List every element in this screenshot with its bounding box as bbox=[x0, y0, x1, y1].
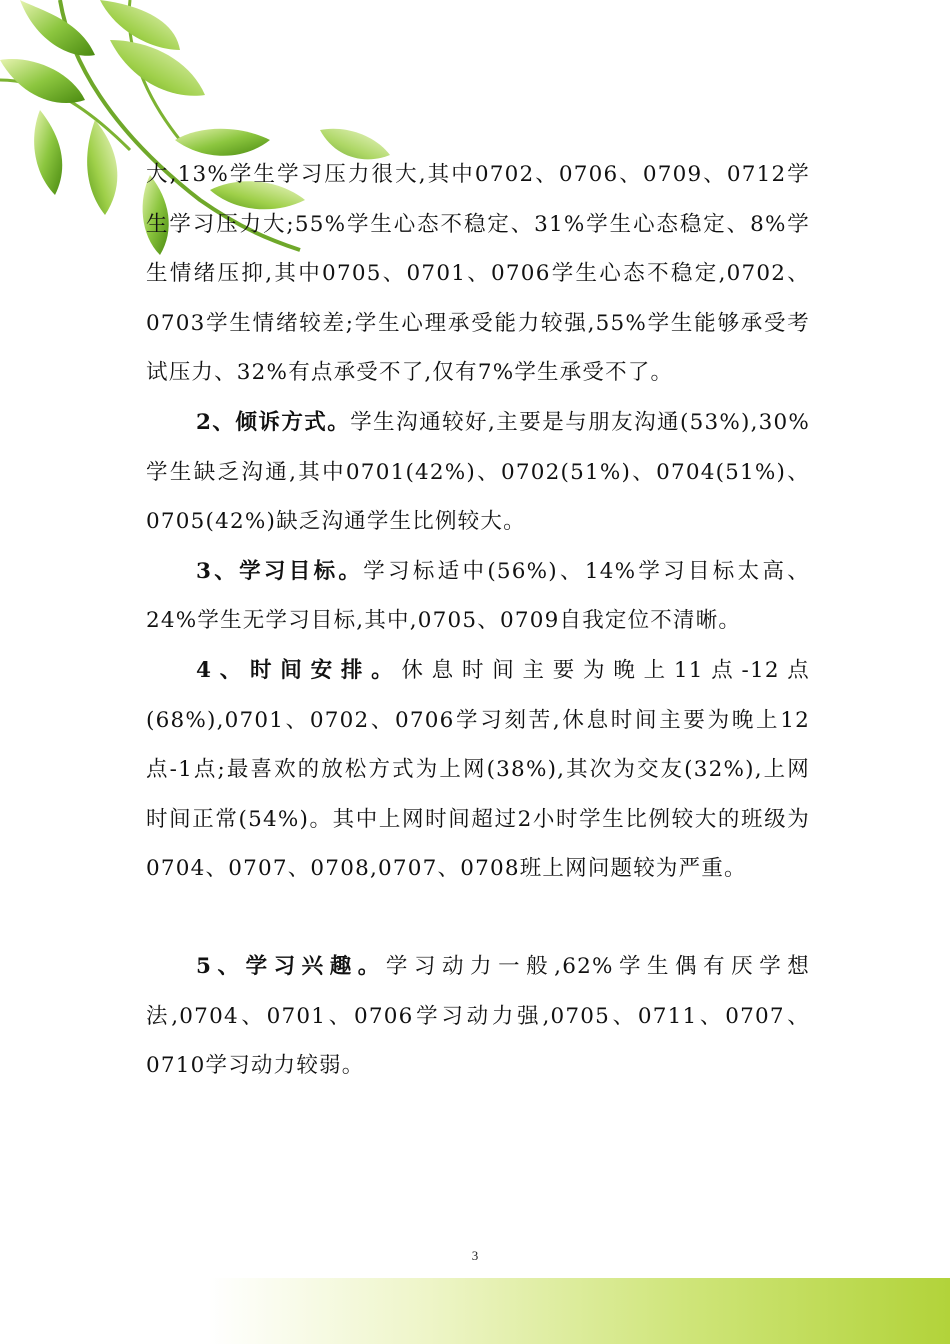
paragraph-text: 休息时间主要为晚上11点-12点(68%),0701、0702、0706学习刻苦,休息时间主要为晚上12点-1点;最喜欢的放松方式为上网(38%),其次为交友(32%),上网时间正常(54%)。其中上网时间超过2小时学生比例较大的班级为0704、0707、0708,0707、0708班上网问题较为严重。 bbox=[146, 657, 810, 882]
paragraph-goals bbox=[146, 547, 810, 646]
footer-gradient-band bbox=[0, 1278, 950, 1344]
paragraph-text: 学习动力一般,62%学生偶有厌学想法,0704、0701、0706学习动力强,0705、0711、0707、0710学习动力较弱。 bbox=[146, 953, 810, 1079]
paragraph-pressure bbox=[146, 150, 810, 398]
spacer bbox=[146, 894, 810, 942]
section-heading: 4、时间安排。 bbox=[196, 657, 402, 683]
paragraph-communication bbox=[146, 398, 810, 547]
paragraph-interest bbox=[146, 942, 810, 1091]
section-heading: 2、倾诉方式。 bbox=[196, 409, 351, 435]
section-heading: 3、学习目标。 bbox=[196, 558, 364, 584]
section-heading: 5、学习兴趣。 bbox=[196, 953, 386, 979]
paragraph-time bbox=[146, 646, 810, 894]
paragraph-text: 大,13%学生学习压力很大,其中0702、0706、0709、0712学生学习压力大;55%学生心态不稳定、31%学生心态稳定、8%学生情绪压抑,其中0705、0701、0706学生心态不稳定,0702、0703学生情绪较差;学生心理承受能力较强,55%学生能够承受考试压力、32%有点承受不了,仅有7%学生承受不了。 bbox=[146, 162, 810, 386]
paragraph-text: 学生沟通较好,主要是与朋友沟通(53%),30%学生缺乏沟通,其中0701(42%)、0702(51%)、0704(51%)、0705(42%)缺乏沟通学生比例较大。 bbox=[146, 409, 810, 535]
page-number: 3 bbox=[471, 1248, 479, 1263]
document-body bbox=[146, 150, 810, 1091]
paragraph-text: 学习标适中(56%)、14%学习目标太高、24%学生无学习目标,其中,0705、0709自我定位不清晰。 bbox=[146, 558, 810, 634]
